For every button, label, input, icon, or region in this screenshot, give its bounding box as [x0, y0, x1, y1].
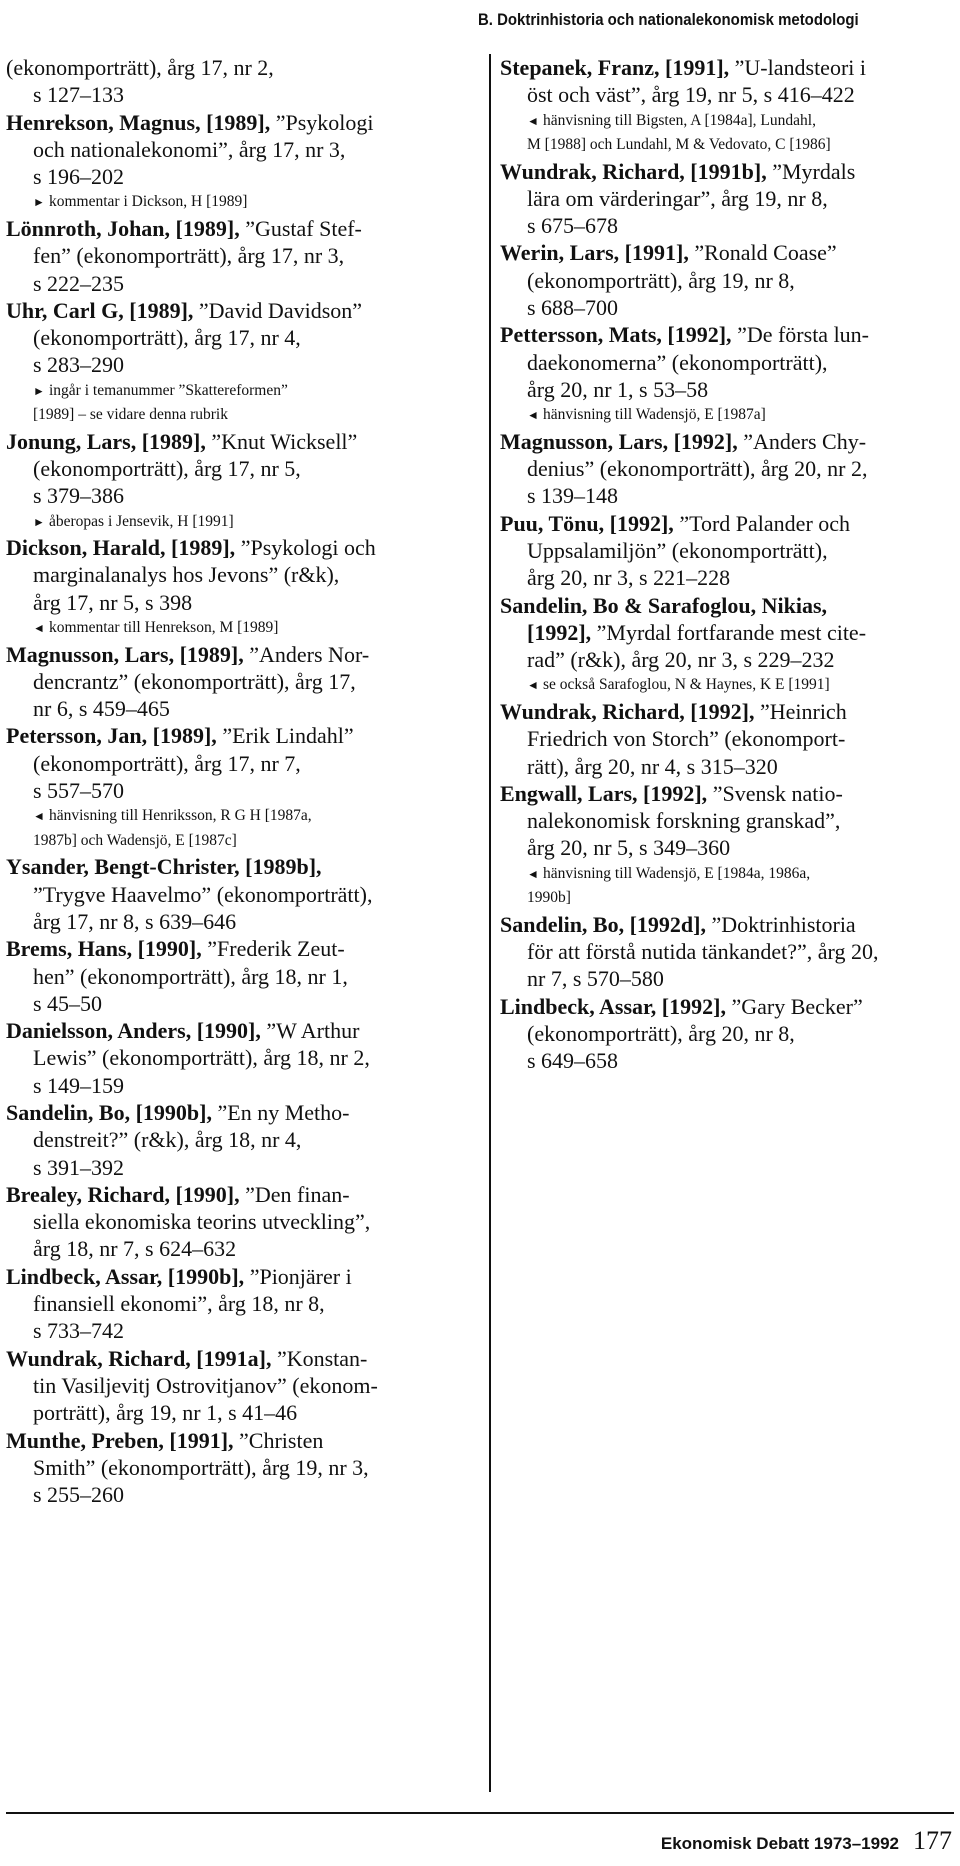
entry-text: dencrantz” (ekonomporträtt), årg 17,	[33, 668, 356, 694]
entry-text: ”Anders Chy-	[737, 428, 867, 454]
entry-line	[6, 428, 472, 455]
arrow-left-icon: ◄	[527, 408, 539, 423]
entry-text: hen” (ekonomporträtt), årg 18, nr 1,	[33, 963, 348, 989]
entry-line	[6, 777, 472, 804]
note-text: hänvisning till Henriksson, R G H [1987a,	[49, 807, 312, 825]
arrow-right-icon: ►	[33, 383, 45, 398]
bibliography-entry	[500, 780, 952, 911]
entry-line	[6, 1181, 472, 1208]
entry-text: siella ekonomiska teorins utveckling”,	[33, 1209, 371, 1235]
bibliography-entry	[6, 1181, 472, 1263]
bibliography-entry	[500, 698, 952, 780]
bibliography-entry	[6, 534, 472, 640]
arrow-right-icon: ►	[33, 195, 45, 210]
entry-text: ”Psykologi	[270, 109, 374, 135]
entry-line	[500, 1047, 952, 1074]
entry-text: s 45–50	[33, 990, 103, 1016]
entry-text: ”Frederik Zeut-	[201, 936, 345, 962]
entry-text: s 675–678	[527, 213, 619, 239]
entry-text: ”En ny Metho-	[212, 1100, 350, 1125]
cross-reference-note	[6, 829, 472, 854]
cross-reference-note	[500, 673, 952, 698]
note-text: M [1988] och Lundahl, M & Vedovato, C [1986]	[527, 136, 831, 154]
cross-reference-note	[500, 403, 952, 428]
entry-line	[6, 54, 472, 81]
entry-line	[500, 537, 952, 564]
note-text: kommentar i Dickson, H [1989]	[49, 193, 248, 211]
entry-text: denstreit?” (r&k), årg 18, nr 4,	[33, 1127, 302, 1153]
entry-text: ”Den finan-	[239, 1181, 350, 1207]
section-header: B. Doktrinhistoria och nationalekonomisk metodologi	[478, 10, 859, 29]
entry-text: Smith” (ekonomporträtt), årg 19, nr 3,	[33, 1454, 369, 1480]
bibliography-entry	[6, 1345, 472, 1427]
cross-reference-note	[6, 510, 472, 535]
entry-author: Magnusson, Lars, [1989],	[6, 641, 244, 667]
page-number: 177	[913, 1826, 952, 1855]
entry-text: årg 20, nr 1, s 53–58	[527, 376, 709, 402]
entry-line	[500, 911, 952, 938]
column-divider	[489, 54, 491, 1792]
entry-text: nr 6, s 459–465	[33, 696, 170, 722]
entry-text: (ekonomporträtt), årg 17, nr 5,	[33, 456, 301, 482]
entry-text: ”Doktrinhistoria	[706, 911, 856, 937]
entry-text: rätt), årg 20, nr 4, s 315–320	[527, 753, 778, 779]
entry-author: Munthe, Preben, [1991],	[6, 1427, 234, 1453]
entry-text: och nationalekonomi”, årg 17, nr 3,	[33, 136, 346, 162]
entry-line	[500, 646, 952, 673]
note-text: ingår i temanummer ”Skattereformen”	[49, 381, 288, 399]
entry-line	[500, 564, 952, 591]
entry-line	[6, 1399, 472, 1426]
bibliography-entry	[500, 321, 952, 427]
entry-line	[6, 297, 472, 324]
entry-line	[6, 561, 472, 588]
entry-author: Sandelin, Bo, [1990b],	[6, 1100, 212, 1125]
note-text: kommentar till Henrekson, M [1989]	[49, 619, 279, 637]
entry-line	[6, 641, 472, 668]
entry-text: ”Christen	[233, 1427, 324, 1453]
bibliography-entry	[500, 239, 952, 321]
page-footer	[661, 1826, 952, 1856]
entry-text: s 127–133	[33, 82, 125, 108]
entry-author: Wundrak, Richard, [1991a],	[6, 1345, 272, 1371]
entry-line	[6, 722, 472, 749]
entry-line	[6, 482, 472, 509]
entry-text: s 379–386	[33, 483, 125, 509]
note-text: [1989] – se vidare denna rubrik	[33, 406, 228, 424]
note-text: 1987b] och Wadensjö, E [1987c]	[33, 831, 237, 849]
bibliography-entry	[6, 935, 472, 1017]
entry-text: (ekonomporträtt), årg 17, nr 2,	[6, 55, 274, 80]
entry-line	[6, 163, 472, 190]
entry-line	[6, 1372, 472, 1399]
entry-author: Puu, Tönu, [1992],	[500, 510, 674, 536]
bibliography-entry	[6, 54, 472, 109]
entry-text: s 255–260	[33, 1482, 125, 1508]
arrow-left-icon: ◄	[527, 866, 539, 881]
entry-text: lära om värderingar”, årg 19, nr 8,	[527, 185, 828, 211]
note-text: hänvisning till Wadensjö, E [1987a]	[543, 406, 766, 424]
entry-line	[6, 589, 472, 616]
entry-line	[6, 990, 472, 1017]
entry-text: porträtt), årg 19, nr 1, s 41–46	[33, 1400, 298, 1426]
entry-text: s 557–570	[33, 778, 125, 804]
bibliography-entry	[500, 158, 952, 240]
note-text: åberopas i Jensevik, H [1991]	[49, 512, 234, 530]
entry-line	[6, 750, 472, 777]
entry-line	[6, 136, 472, 163]
entry-text: årg 20, nr 3, s 221–228	[527, 565, 731, 591]
entry-line	[6, 853, 472, 880]
cross-reference-note	[6, 616, 472, 641]
bibliography-entry	[6, 1427, 472, 1509]
entry-text: nalekonomisk forskning granskad”,	[527, 808, 841, 834]
entry-line	[500, 753, 952, 780]
entry-line	[6, 1454, 472, 1481]
footer-rule	[6, 1812, 954, 1814]
entry-line	[6, 668, 472, 695]
entry-text: årg 20, nr 5, s 349–360	[527, 835, 731, 861]
entry-line	[500, 482, 952, 509]
entry-line	[500, 267, 952, 294]
entry-text: ”Ronald Coase”	[688, 240, 837, 266]
bibliography-entry	[500, 54, 952, 158]
cross-reference-note	[6, 379, 472, 404]
entry-text: fen” (ekonomporträtt), årg 17, nr 3,	[33, 243, 345, 269]
cross-reference-note	[500, 886, 952, 911]
entry-author: Stepanek, Franz, [1991],	[500, 55, 730, 80]
entry-text: ”Myrdals	[766, 158, 856, 184]
entry-author: Pettersson, Mats, [1992],	[500, 322, 732, 348]
entry-line	[6, 1317, 472, 1344]
entry-line	[500, 321, 952, 348]
entry-line	[6, 963, 472, 990]
entry-line	[500, 376, 952, 403]
entry-text: ”Svensk natio-	[707, 780, 843, 806]
entry-author: Sandelin, Bo & Sarafoglou, Nikias,	[500, 592, 828, 618]
bibliography-entry	[500, 911, 952, 993]
bibliography-entry	[500, 592, 952, 698]
note-text: hänvisning till Bigsten, A [1984a], Lundahl,	[543, 111, 816, 129]
cross-reference-note	[6, 804, 472, 829]
entry-text: s 733–742	[33, 1318, 125, 1344]
entry-text: s 688–700	[527, 295, 619, 321]
entry-author: Engwall, Lars, [1992],	[500, 780, 708, 806]
entry-text: s 196–202	[33, 164, 125, 190]
entry-text: (ekonomporträtt), årg 17, nr 7,	[33, 750, 301, 776]
entry-line	[6, 1235, 472, 1262]
entry-text: Lewis” (ekonomporträtt), årg 18, nr 2,	[33, 1045, 370, 1071]
entry-line	[6, 935, 472, 962]
bibliography-entry	[6, 853, 472, 935]
entry-text: s 149–159	[33, 1072, 125, 1098]
entry-line	[6, 1481, 472, 1508]
entry-line	[500, 239, 952, 266]
arrow-left-icon: ◄	[527, 678, 539, 693]
entry-author: Lönnroth, Johan, [1989],	[6, 215, 240, 241]
entry-author: Sandelin, Bo, [1992d],	[500, 911, 706, 937]
entry-author: Jonung, Lars, [1989],	[6, 428, 206, 454]
entry-line	[6, 81, 472, 108]
entry-line	[500, 54, 952, 81]
entry-line	[500, 965, 952, 992]
entry-author: Wundrak, Richard, [1992],	[500, 698, 755, 724]
entry-line	[6, 881, 472, 908]
entry-text: Uppsalamiljön” (ekonomporträtt),	[527, 537, 828, 563]
entry-author: Brems, Hans, [1990],	[6, 936, 202, 962]
entry-line	[500, 592, 952, 619]
left-column	[6, 54, 472, 1508]
bibliography-entry	[6, 722, 472, 853]
entry-line	[500, 212, 952, 239]
entry-author: Uhr, Carl G, [1989],	[6, 297, 194, 323]
entry-line	[6, 455, 472, 482]
bibliography-entry	[500, 993, 952, 1075]
bibliography-entry	[6, 1099, 472, 1181]
note-text: se också Sarafoglou, N & Haynes, K E [1991]	[543, 676, 830, 694]
entry-author: Werin, Lars, [1991],	[500, 240, 689, 266]
entry-text: ”David Davidson”	[193, 297, 363, 323]
entry-text: ”Konstan-	[271, 1345, 368, 1371]
arrow-right-icon: ►	[33, 514, 45, 529]
bibliography-entry	[6, 215, 472, 297]
entry-line	[6, 534, 472, 561]
entry-line	[500, 725, 952, 752]
entry-text: (ekonomporträtt), årg 20, nr 8,	[527, 1020, 795, 1046]
entry-text: för att förstå nutida tänkandet?”, årg 20,	[527, 939, 879, 965]
entry-text: s 649–658	[527, 1048, 619, 1074]
entry-year: [1992],	[527, 619, 592, 645]
entry-author: Lindbeck, Assar, [1990b],	[6, 1263, 245, 1289]
entry-author: Magnusson, Lars, [1992],	[500, 428, 738, 454]
entry-author: Dickson, Harald, [1989],	[6, 535, 236, 561]
entry-line	[6, 1126, 472, 1153]
entry-text: ”Anders Nor-	[243, 641, 370, 667]
entry-text: (ekonomporträtt), årg 17, nr 4,	[33, 325, 301, 351]
cross-reference-note	[500, 109, 952, 134]
entry-text: ”Heinrich	[754, 698, 847, 724]
entry-author: Henrekson, Magnus, [1989],	[6, 109, 271, 135]
entry-text: ”Gustaf Stef-	[239, 215, 362, 241]
entry-line	[500, 510, 952, 537]
entry-author: Brealey, Richard, [1990],	[6, 1181, 240, 1207]
arrow-left-icon: ◄	[527, 113, 539, 128]
note-text: hänvisning till Wadensjö, E [1984a, 1986a,	[543, 864, 811, 882]
entry-text: s 222–235	[33, 270, 125, 296]
entry-author: Danielsson, Anders, [1990],	[6, 1018, 261, 1044]
entry-line	[6, 324, 472, 351]
entry-text: s 283–290	[33, 352, 125, 378]
entry-line	[6, 1208, 472, 1235]
cross-reference-note	[500, 862, 952, 887]
entry-author: Ysander, Bengt-Christer, [1989b],	[6, 854, 322, 880]
entry-line	[500, 294, 952, 321]
entry-text: s 139–148	[527, 483, 619, 509]
entry-line	[500, 428, 952, 455]
entry-line	[6, 1263, 472, 1290]
entry-text: ”Trygve Haavelmo” (ekonomporträtt),	[33, 881, 373, 907]
entry-line	[500, 938, 952, 965]
cross-reference-note	[6, 190, 472, 215]
entry-line	[500, 1020, 952, 1047]
entry-line	[6, 1427, 472, 1454]
entry-text: ”De första lun-	[731, 322, 870, 348]
bibliography-entry	[6, 109, 472, 215]
entry-text: årg 17, nr 8, s 639–646	[33, 908, 237, 934]
entry-text: ”Gary Becker”	[725, 993, 863, 1019]
entry-line	[500, 158, 952, 185]
entry-line	[6, 1154, 472, 1181]
entry-text: ”Pionjärer i	[244, 1263, 352, 1289]
entry-text: ”W Arthur	[260, 1018, 360, 1044]
entry-text: s 391–392	[33, 1154, 125, 1180]
entry-line	[500, 780, 952, 807]
entry-text: ”U-landsteori i	[729, 55, 867, 80]
entry-text: rad” (r&k), årg 20, nr 3, s 229–232	[527, 647, 835, 673]
entry-line	[500, 993, 952, 1020]
entry-line	[500, 81, 952, 108]
entry-line	[6, 1017, 472, 1044]
entry-line	[500, 698, 952, 725]
cross-reference-note	[6, 403, 472, 428]
entry-text: ”Tord Palander och	[673, 510, 851, 536]
entry-line	[6, 215, 472, 242]
bibliography-entry	[6, 1017, 472, 1099]
bibliography-entry	[500, 510, 952, 592]
entry-text: Friedrich von Storch” (ekonomport-	[527, 726, 846, 752]
entry-text: årg 17, nr 5, s 398	[33, 589, 193, 615]
entry-text: marginalanalys hos Jevons” (r&k),	[33, 562, 340, 588]
entry-line	[6, 1290, 472, 1317]
entry-line: [1992], ”Myrdal fortfarande mest cite-	[527, 619, 867, 645]
journal-title: Ekonomisk Debatt 1973–1992	[660, 1834, 899, 1853]
entry-text: finansiell ekonomi”, årg 18, nr 8,	[33, 1291, 325, 1317]
entry-line	[6, 1345, 472, 1372]
entry-text: (ekonomporträtt), årg 19, nr 8,	[527, 267, 795, 293]
note-text: 1990b]	[527, 889, 571, 907]
bibliography-entry	[6, 428, 472, 534]
entry-line	[500, 807, 952, 834]
arrow-left-icon: ◄	[33, 809, 45, 824]
entry-text: ”Psykologi och	[235, 535, 376, 561]
entry-text: årg 18, nr 7, s 624–632	[33, 1236, 237, 1262]
entry-line	[6, 270, 472, 297]
entry-text: tin Vasiljevitj Ostrovitjanov” (ekonom-	[33, 1372, 378, 1398]
entry-text: nr 7, s 570–580	[527, 966, 664, 992]
entry-text: daekonomerna” (ekonomporträtt),	[527, 349, 828, 375]
entry-author: Petersson, Jan, [1989],	[6, 723, 217, 749]
entry-line	[500, 349, 952, 376]
entry-line	[6, 109, 472, 136]
right-column	[500, 54, 952, 1075]
bibliography-entry	[6, 641, 472, 723]
entry-line	[6, 695, 472, 722]
entry-text: denius” (ekonomporträtt), årg 20, nr 2,	[527, 456, 868, 482]
entry-line	[6, 1099, 472, 1126]
entry-line	[6, 1044, 472, 1071]
bibliography-entry	[6, 297, 472, 428]
entry-text: ”Erik Lindahl”	[216, 723, 354, 749]
arrow-left-icon: ◄	[33, 621, 45, 636]
entry-line	[6, 1072, 472, 1099]
bibliography-entry	[6, 1263, 472, 1345]
entry-line	[6, 908, 472, 935]
entry-author: Wundrak, Richard, [1991b],	[500, 158, 767, 184]
bibliography-entry	[500, 428, 952, 510]
entry-line	[6, 351, 472, 378]
entry-line	[500, 455, 952, 482]
entry-author: Lindbeck, Assar, [1992],	[500, 993, 726, 1019]
entry-line	[500, 834, 952, 861]
entry-line	[6, 242, 472, 269]
cross-reference-note	[500, 133, 952, 158]
entry-text: ”Knut Wicksell”	[205, 428, 358, 454]
entry-line	[500, 185, 952, 212]
entry-text: öst och väst”, årg 19, nr 5, s 416–422	[527, 82, 855, 108]
